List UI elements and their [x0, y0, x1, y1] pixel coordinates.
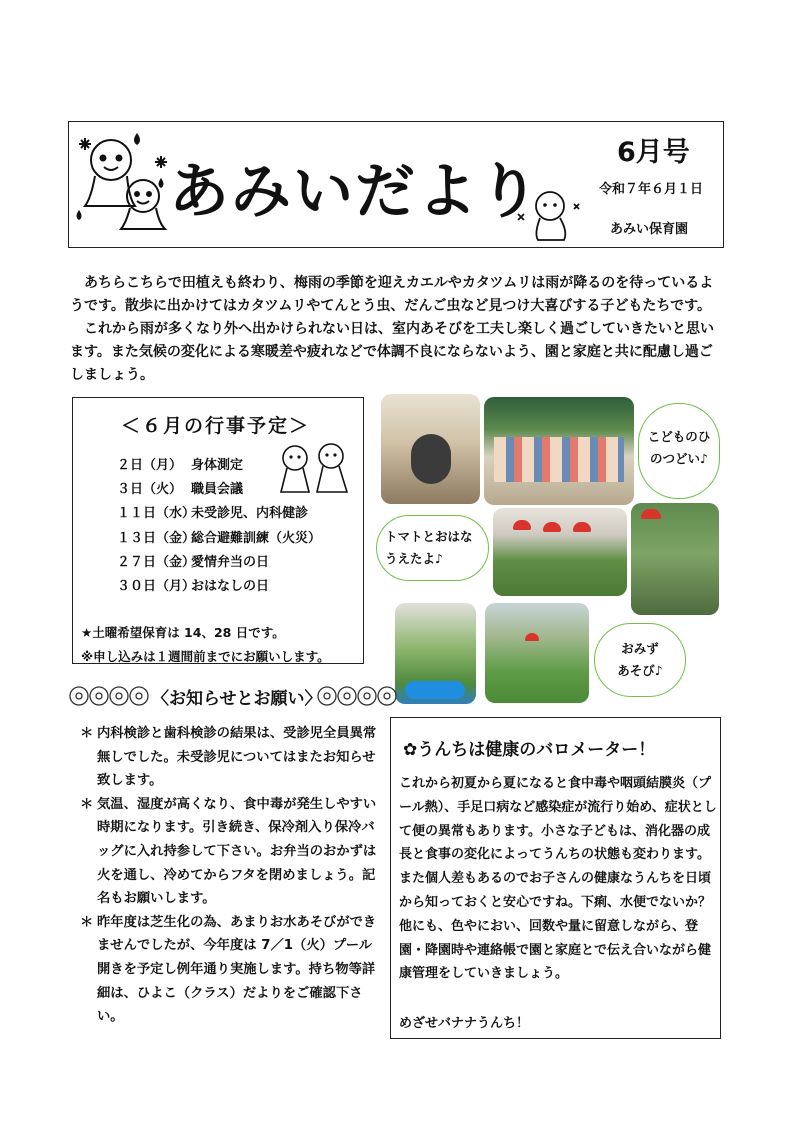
notice-text: 昨年度は芝生化の為、あまりお水あそびができませんでしたが、今年度は 7／1（火）プール開きを予定し例年通り実施します。持ち物等詳細は、ひよこ（クラス）だよりをご確認下さい。	[97, 914, 377, 1025]
child-illustration	[512, 184, 582, 244]
health-body	[399, 772, 717, 986]
health-title: ✿うんちは健康のバロメーター！	[403, 740, 656, 760]
asterisk-bullet-icon: ＊	[80, 914, 94, 930]
notice-item	[80, 722, 380, 793]
intro-paragraph: あちらこちらで田植えも終わり、梅雨の季節を迎えカエルやカタツムリは雨が降るのを待っているようです。散歩に出かけてはカタツムリやてんとう虫、だんご虫など見つけ大喜びする子どもたちです。	[70, 275, 714, 314]
flower-border-right-icon	[315, 684, 397, 708]
intro-paragraph: これから雨が多くなり外へ出かけられない日は、室内あそびを工夫し楽しく過ごしていきたいと思います。また気候の変化による寒暖差や疲れなどで体調不良にならないよう、園と家庭と共に配慮し過ごしましょう。	[70, 321, 714, 383]
bubble-text: トマトとおはな	[385, 529, 473, 544]
speech-bubble	[594, 623, 686, 697]
speech-bubble	[638, 403, 720, 499]
teru-teru-bozu-illustration	[73, 128, 173, 238]
saturday-care-note: ★土曜希望保育は 14、28 日です。	[81, 625, 285, 640]
photo-water-play-yard	[485, 603, 589, 703]
notice-text: 気温、湿度が高くなり、食中毒が発生しやすい時期になります。引き続き、保冷剤入り保冷バッグに入れ持参して下さい。お弁当のおかずは火を通し、冷めてからフタを閉めましょう。記名もお願いします。	[97, 796, 377, 907]
bubble-text: うえたよ♪	[385, 551, 443, 566]
event-name: 総合避難訓練（火災）	[191, 530, 322, 546]
header-box	[68, 121, 724, 248]
bubble-text: のつどい♪	[650, 451, 708, 466]
photo-planting-tomatoes	[493, 508, 627, 596]
photo-water-play-pool	[395, 603, 476, 704]
asterisk-bullet-icon: ＊	[80, 726, 94, 741]
intro-text	[70, 272, 725, 387]
notice-text: 内科検診と歯科検診の結果は、受診児全員異常無しでした。未受診児についてはまたお知らせ致します。	[97, 726, 377, 789]
event-name: おはなしの日	[191, 578, 270, 594]
event-item	[117, 478, 321, 502]
event-date: ２７日（金）	[117, 554, 196, 570]
issue-date: 令和７年６月１日	[599, 182, 704, 197]
event-item	[117, 454, 321, 478]
event-date: １１日（水）	[117, 506, 196, 522]
notices-title: 〈お知らせとお願い〉	[152, 689, 322, 709]
event-name: 身体測定	[191, 458, 244, 473]
event-item	[117, 502, 321, 526]
photo-childrens-day-gathering	[484, 397, 634, 505]
application-note: ※申し込みは１週間前までにお願いします。	[81, 649, 330, 664]
notice-item	[80, 793, 380, 911]
bubble-text: こどものひ	[647, 429, 711, 444]
health-paragraph: これから初夏から夏になると食中毒や咽頭結膜炎（プール熱）、手足口病など感染症が流行り始め、症状として便の異常もあります。小さな子どもは、消化器の成長と食事の変化によってうんちの状態も変わります。また個人差もあるのでお子さんの健康なうんちを日頃から知っておくと安心ですね。下痢、水便でないか？他にも、色やにおい、回数や量に留意しながら、登園・降園時や連絡帳で園と家庭とで伝え合いながら健康管理をしていきましょう。	[399, 776, 717, 982]
event-item	[117, 575, 321, 599]
event-date: ２日（月）	[117, 458, 183, 473]
speech-bubble	[376, 515, 489, 581]
event-name: 未受診児、内科健診	[191, 506, 309, 522]
event-item	[117, 551, 321, 575]
notice-item	[80, 911, 380, 1029]
nursery-name: あみい保育園	[610, 222, 689, 237]
event-item	[117, 527, 321, 551]
event-date: ３日（火）	[117, 482, 183, 498]
flower-border-left-icon	[67, 684, 149, 708]
bubble-text: あそび♪	[617, 663, 663, 678]
issue-number: 6月号	[617, 137, 690, 168]
event-date: ３０日（月）	[117, 578, 196, 594]
events-box	[72, 397, 364, 664]
photo-planting-flowers	[631, 503, 719, 615]
notices-heading	[67, 683, 397, 709]
notices-list	[80, 722, 380, 1029]
photo-child-crawling	[381, 394, 480, 504]
health-box	[390, 717, 721, 1039]
bubble-text: おみず	[621, 641, 659, 656]
newsletter-title: あみいだより	[169, 157, 541, 227]
event-name: 愛情弁当の日	[191, 554, 270, 570]
event-date: １３日（金）	[117, 530, 196, 546]
health-slogan: めざせバナナうんち！	[399, 1016, 530, 1031]
events-list	[117, 454, 321, 599]
events-title: ＜６月の行事予定＞	[121, 415, 311, 437]
asterisk-bullet-icon: ＊	[80, 796, 94, 812]
event-name: 職員会議	[191, 482, 244, 498]
